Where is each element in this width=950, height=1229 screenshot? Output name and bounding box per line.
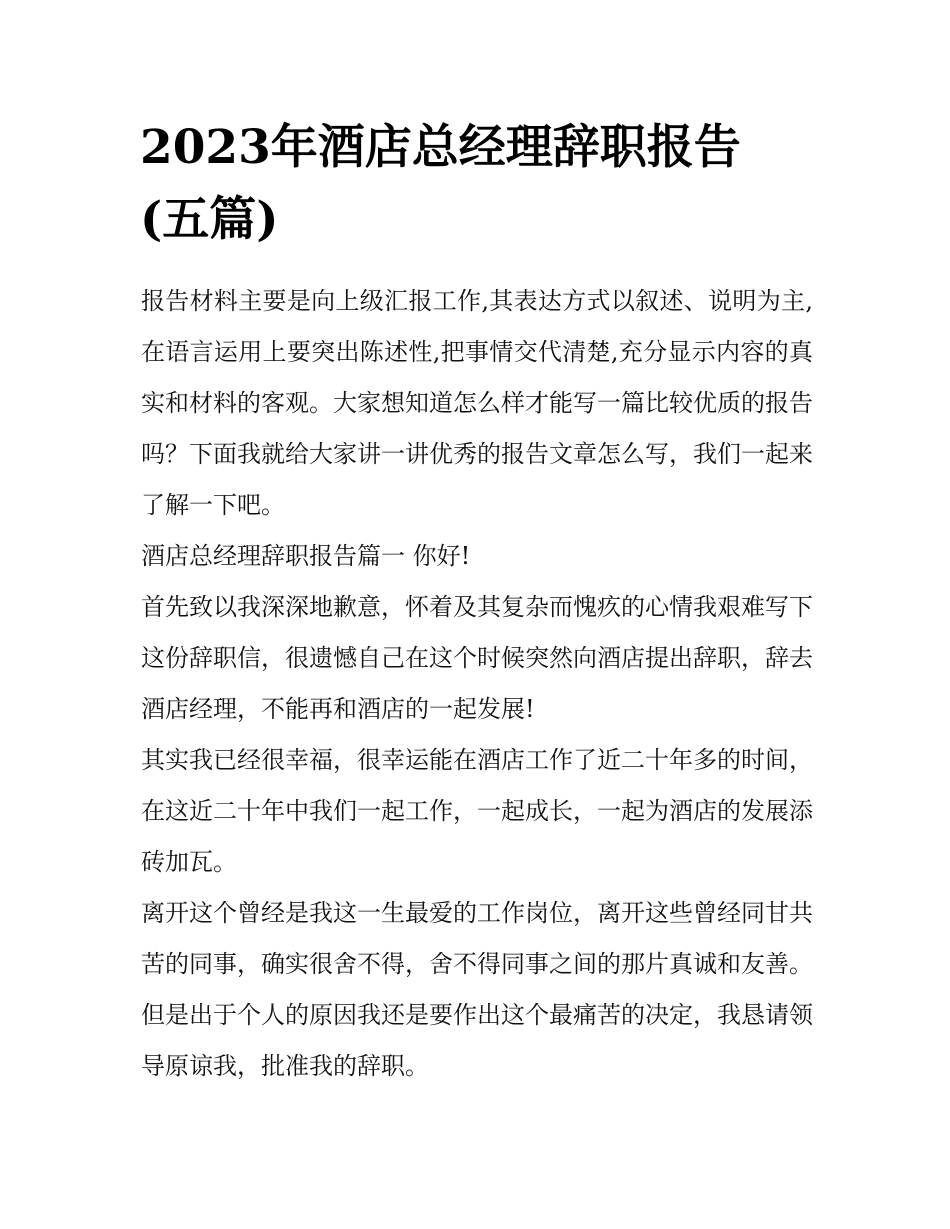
paragraph-intro: 报告材料主要是向上级汇报工作,其表达方式以叙述、说明为主,在语言运用上要突出陈述性,把事情交代清楚,充分显示内容的真实和材料的客观。大家想知道怎么样才能写一篇比较优质的报告吗？下面我就给大家讲一讲优秀的报告文章怎么写，我们一起来了解一下吧。	[141, 287, 813, 519]
paragraph-farewell: 离开这个曾经是我这一生最爱的工作岗位，离开这些曾经同甘共苦的同事，确实很舍不得，舍不得同事之间的那片真诚和友善。但是出于个人的原因我还是要作出这个最痛苦的决定，我恳请领导原谅我，批准我的辞职。	[141, 899, 813, 1080]
title-line-2: (五篇)	[140, 192, 279, 247]
title-line-1: 2023年酒店总经理辞职报告	[140, 120, 741, 175]
document-body	[141, 276, 813, 1092]
paragraph-gratitude: 其实我已经很幸福，很幸运能在酒店工作了近二十年多的时间，在这近二十年中我们一起工作，一起成长，一起为酒店的发展添砖加瓦。	[141, 746, 813, 876]
paragraph-apology: 首先致以我深深地歉意，怀着及其复杂而愧疚的心情我艰难写下这份辞职信，很遗憾自己在这个时候突然向酒店提出辞职，辞去酒店经理，不能再和酒店的一起发展!	[141, 593, 813, 723]
document-title	[140, 112, 820, 256]
paragraph-section-heading: 酒店总经理辞职报告篇一 你好!	[141, 542, 471, 570]
